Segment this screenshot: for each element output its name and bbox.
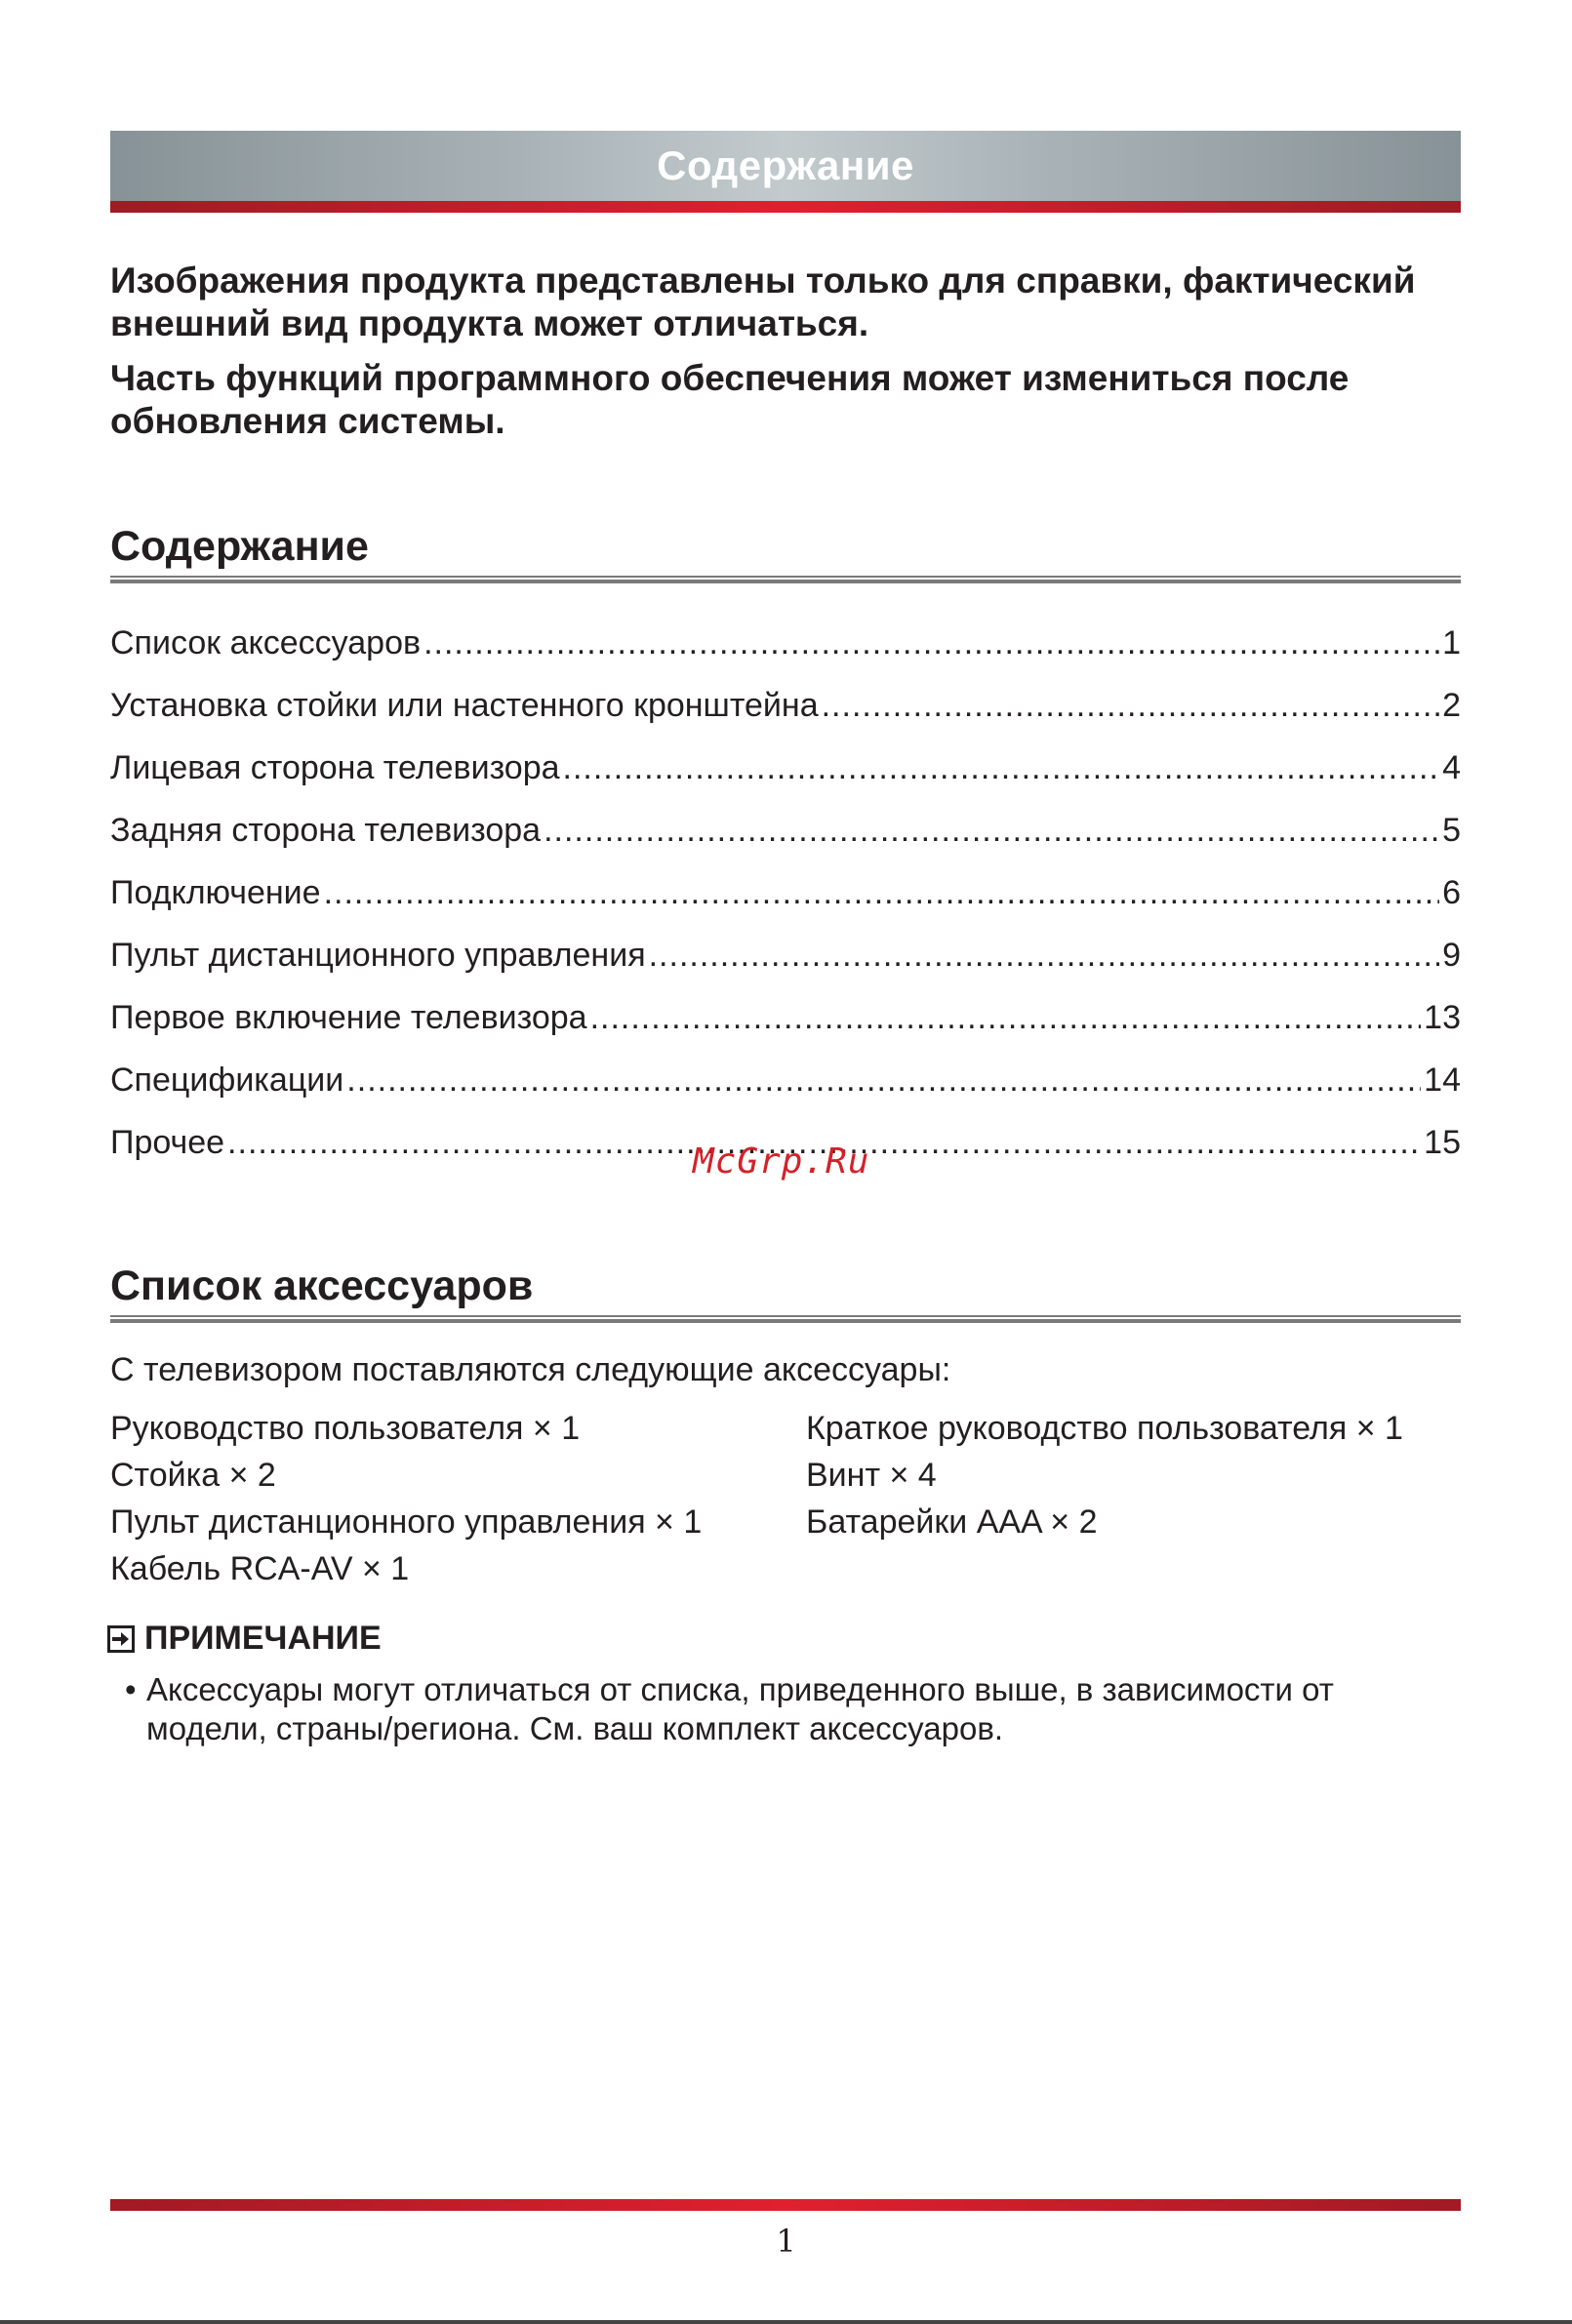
toc-entry[interactable] bbox=[110, 986, 1461, 1049]
toc-entry-label: Подключение bbox=[110, 874, 321, 911]
accessory-item: Батарейки AAA × 2 bbox=[806, 1503, 1098, 1541]
toc-entry-page: 6 bbox=[1442, 874, 1461, 911]
banner-title: Содержание bbox=[657, 142, 914, 188]
toc-entry-page: 2 bbox=[1442, 687, 1461, 724]
toc-entry[interactable] bbox=[110, 924, 1461, 986]
toc-entry[interactable] bbox=[110, 861, 1461, 924]
toc-entry-page: 9 bbox=[1442, 937, 1461, 974]
toc-entry-page: 15 bbox=[1424, 1124, 1461, 1161]
toc-leader-dots bbox=[822, 674, 1439, 737]
toc-entry-page: 4 bbox=[1442, 749, 1461, 786]
toc-entry-page: 14 bbox=[1424, 1062, 1461, 1099]
toc-entry[interactable] bbox=[110, 737, 1461, 799]
toc-entry-label: Спецификации bbox=[110, 1062, 344, 1099]
accessories-divider bbox=[110, 1315, 1461, 1323]
note-heading bbox=[107, 1620, 382, 1658]
accessory-item: Кабель RCA-AV × 1 bbox=[110, 1550, 410, 1587]
disclaimer-image: Изображения продукта представлены только для справки, фактический внешний вид продукта может отличаться. bbox=[110, 260, 1416, 343]
toc-entry[interactable] bbox=[110, 674, 1461, 737]
footer-red-stripe bbox=[110, 2199, 1461, 2211]
table-of-contents bbox=[110, 612, 1461, 1174]
toc-heading: Содержание bbox=[110, 523, 369, 570]
watermark: McGrp.Ru bbox=[693, 1142, 870, 1182]
toc-leader-dots bbox=[324, 861, 1439, 924]
page-number: 1 bbox=[776, 2223, 796, 2260]
accessory-item: Винт × 4 bbox=[806, 1457, 937, 1494]
toc-entry[interactable] bbox=[110, 612, 1461, 674]
toc-entry-label: Задняя сторона телевизора bbox=[110, 812, 542, 849]
toc-leader-dots bbox=[563, 737, 1440, 799]
toc-entry[interactable] bbox=[110, 1049, 1461, 1111]
toc-entry-page: 5 bbox=[1442, 812, 1461, 849]
note-heading-label: ПРИМЕЧАНИЕ bbox=[144, 1620, 382, 1657]
header-banner bbox=[110, 131, 1461, 201]
page-bottom-edge bbox=[0, 2320, 1572, 2324]
toc-entry[interactable] bbox=[110, 799, 1461, 861]
accessories-list-right bbox=[806, 1405, 1403, 1545]
toc-leader-dots bbox=[649, 924, 1439, 986]
toc-entry-page: 1 bbox=[1442, 624, 1461, 661]
toc-leader-dots bbox=[423, 612, 1439, 674]
toc-entry-label: Лицевая сторона телевизора bbox=[110, 749, 560, 786]
toc-entry-label: Пульт дистанционного управления bbox=[110, 937, 646, 974]
toc-leader-dots bbox=[346, 1049, 1421, 1111]
note-text: Аксессуары могут отличаться от списка, приведенного выше, в зависимости от модели, страны/региона. См. ваш комплект аксессуаров. bbox=[146, 1671, 1334, 1746]
accessories-list-left bbox=[110, 1405, 702, 1592]
toc-entry-label: Первое включение телевизора bbox=[110, 999, 587, 1036]
toc-divider bbox=[110, 576, 1461, 583]
toc-entry-label: Установка стойки или настенного кронштейна bbox=[110, 687, 819, 724]
accessory-item: Пульт дистанционного управления × 1 bbox=[110, 1503, 703, 1541]
bullet-icon: • bbox=[125, 1671, 137, 1707]
note-body bbox=[125, 1670, 1452, 1748]
accessory-item: Стойка × 2 bbox=[110, 1457, 276, 1494]
banner-red-stripe bbox=[110, 201, 1461, 213]
toc-leader-dots bbox=[590, 986, 1422, 1049]
toc-entry-label: Список аксессуаров bbox=[110, 624, 422, 661]
toc-entry-label: Прочее bbox=[110, 1124, 225, 1161]
accessory-item: Краткое руководство пользователя × 1 bbox=[806, 1410, 1403, 1447]
note-arrow-icon bbox=[107, 1625, 135, 1653]
disclaimer-software: Часть функций программного обеспечения может измениться после обновления системы. bbox=[110, 358, 1350, 441]
accessory-item: Руководство пользователя × 1 bbox=[110, 1410, 581, 1447]
accessories-intro: С телевизором поставляются следующие аксессуары: bbox=[110, 1351, 951, 1388]
toc-entry-page: 13 bbox=[1424, 999, 1461, 1036]
accessories-heading: Список аксессуаров bbox=[110, 1262, 534, 1309]
toc-leader-dots bbox=[544, 799, 1439, 861]
